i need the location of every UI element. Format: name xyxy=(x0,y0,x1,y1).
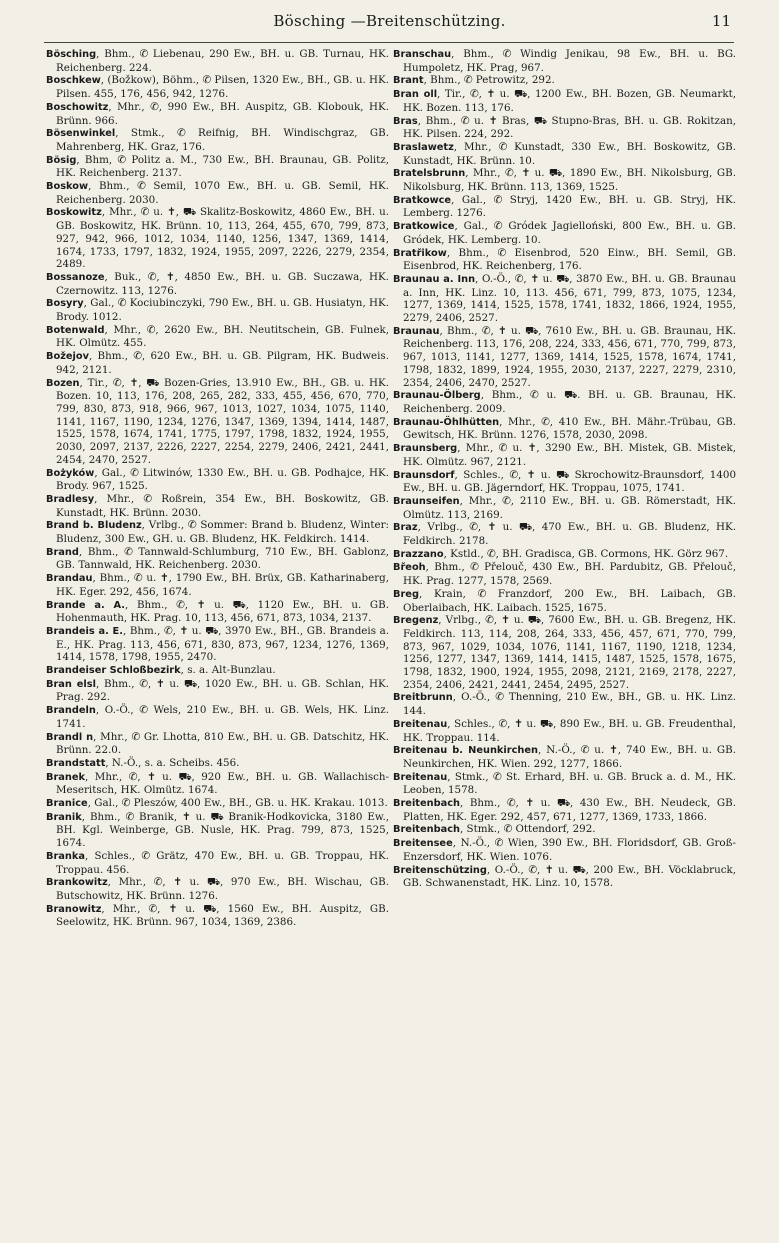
entry-text: , Bhm., ✆, ✝ u. ⛟, 430 Ew., BH. Neudeck, GB. Platten, HK. Eger. 292, 457, 671, 1277, 1369, 1733, 1866. xyxy=(403,797,736,823)
entry-text: , Tir., ✆, ✝, ⛟ Bozen-Gries, 13.910 Ew., BH., GB. u. HK. Bozen. 10, 113, 176, 208, 265, 282, 333, 455, 456, 670, 770, 799, 830, 873, 918, 966, 967, 1013, 1027, 1034, 1075, 1140, 1141, 1167, 1190, 1234, 1276, 1347, 1369, 1394, 1414, 1487, 1525, 1578, 1674, 1741, 1775, 1797, 1798, 1832, 1924, 1955, 2030, 2097, 2137, 2226, 2227, 2254, 2279, 2406, 2421, 2441, 2454, 2470, 2527. xyxy=(56,376,389,466)
entry-headword: Brazzano xyxy=(393,548,444,560)
entry-text: , O.-Ö., ✆ Wels, 210 Ew., BH. u. GB. Wels, HK. Linz. 1741. xyxy=(56,704,389,730)
gazetteer-entry xyxy=(393,614,736,691)
gazetteer-entry xyxy=(393,744,736,770)
entry-text: , Stmk., ✆ Reifnig, BH. Windischgraz, GB. Mahrenberg, HK. Graz, 176. xyxy=(56,127,389,153)
gazetteer-entry xyxy=(393,691,736,717)
gazetteer-entry xyxy=(46,180,389,206)
gazetteer-entry xyxy=(46,154,389,180)
gazetteer-entry xyxy=(393,797,736,823)
gazetteer-entry xyxy=(46,206,389,271)
entry-headword: Breitenbach xyxy=(393,824,461,836)
entry-text: , N.-Ö., s. a. Scheibs. 456. xyxy=(105,756,240,769)
gazetteer-entry xyxy=(393,837,736,863)
entry-text: , Bhm., ✆ u. ✝ Bras, ⛟ Stupno-Bras, BH. u. GB. Rokitzan, HK. Pilsen. 224, 292. xyxy=(403,114,736,141)
entry-headword: Braslawetz xyxy=(393,141,454,153)
gazetteer-entry xyxy=(46,467,389,493)
entry-headword: Bratkowce xyxy=(393,194,452,206)
entry-text: , Schles., ✆ Grätz, 470 Ew., BH. u. GB. Troppau, HK. Troppau. 456. xyxy=(56,849,389,876)
entry-text: , Mhr., ✆, 2110 Ew., BH. u. GB. Römerstadt, HK. Olmütz. 113, 2169. xyxy=(403,494,736,521)
entry-text: , Vrlbg., ✆, ✝ u. ⛟, 7600 Ew., BH. u. GB. Bregenz, HK. Feldkirch. 113, 114, 208, 264, 333, 456, 457, 671, 770, 799, 873, 967, 1029, 1034, 1076, 1141, 1167, 1190, 1218, 1234, 1256, 1277, 1347, 1369, 1414, 1415, 1487, 1525, 1578, 1675, 1798, 1832, 1900, 1924, 1955, 2098, 2121, 2169, 2178, 2227, 2354, 2406, 2421, 2441, 2454, 2495, 2527. xyxy=(403,614,736,691)
entry-headword: Bossanoze xyxy=(46,271,105,283)
entry-headword: Bożyków xyxy=(46,467,95,479)
gazetteer-entry xyxy=(46,664,389,678)
gazetteer-entry xyxy=(46,757,389,771)
gazetteer-entry xyxy=(46,48,389,74)
page-header xyxy=(0,8,779,34)
gazetteer-entry xyxy=(393,771,736,797)
gazetteer-entry xyxy=(393,469,736,495)
entry-headword: Branowitz xyxy=(46,903,102,915)
entry-text: , O.-Ö., ✆, ✝ u. ⛟, 200 Ew., BH. Vöcklabruck, GB. Schwanenstadt, HK. Linz. 10, 1578. xyxy=(403,863,736,890)
gazetteer-entry xyxy=(46,625,389,664)
entry-headword: Bratelsbrunn xyxy=(393,168,466,180)
entry-text: , Bhm., ✆, ✝ u. ⛟, 3970 Ew., BH., GB. Brandeis a. E., HK. Prag. 113, 456, 671, 830, 873, 967, 1234, 1276, 1369, 1414, 1578, 1798, 1955, 2470. xyxy=(56,624,389,664)
gazetteer-entry xyxy=(46,704,389,730)
entry-text: , Mhr., ✆, 410 Ew., BH. Mähr.-Trübau, GB. Gewitsch, HK. Brünn. 1276, 1578, 2030, 2098. xyxy=(403,415,736,442)
entry-headword: Boskow xyxy=(46,181,89,193)
entry-text: , Mhr., ✆ u. ✝, 3290 Ew., BH. Mistek, GB. Mistek, HK. Olmütz. 967, 2121. xyxy=(403,442,736,468)
entry-text: , Mhr., ✆, ✝ u. ⛟, 920 Ew., BH. u. GB. Wallachisch-Meseritsch, HK. Olmütz. 1674. xyxy=(56,770,389,797)
gazetteer-entry xyxy=(393,325,736,390)
entry-headword: Braunseifen xyxy=(393,495,460,507)
entry-headword: Braunau xyxy=(393,325,440,337)
header-rule xyxy=(44,42,734,43)
gazetteer-entry xyxy=(393,88,736,114)
gazetteer-entry xyxy=(393,115,736,141)
entry-headword: Breitensee xyxy=(393,838,453,850)
entry-text: , s. a. Alt-Bunzlau. xyxy=(180,664,276,677)
entry-text: , Bhm., ✆ Eisenbrod, 520 Einw., BH. Semil, GB. Eisenbrod, HK. Reichenberg, 176. xyxy=(403,246,736,273)
entry-headword: Brandeln xyxy=(46,705,96,717)
entry-text: , Schles., ✆, ✝ u. ⛟ Skrochowitz-Braunsdorf, 1400 Ew., BH. u. GB. Jägerndorf, HK. Troppau, 1075, 1741. xyxy=(403,468,736,495)
entry-text: , Bhm, ✆ Politz a. M., 730 Ew., BH. Braunau, GB. Politz, HK. Reichenberg. 2137. xyxy=(56,153,389,180)
entry-text: , N.-Ö., ✆ Wien, 390 Ew., BH. Floridsdorf, GB. Groß-Enzersdorf, HK. Wien. 1076. xyxy=(403,837,736,863)
gazetteer-entry xyxy=(393,194,736,220)
entry-headword: Branka xyxy=(46,850,86,862)
gazetteer-entry xyxy=(393,864,736,890)
gazetteer-entry xyxy=(393,220,736,246)
entry-text: , Bhm., ✆ Tannwald-Schlumburg, 710 Ew., BH. Gablonz, GB. Tannwald, HK. Reichenberg. 2030. xyxy=(56,545,389,572)
entry-headword: Bozen xyxy=(46,377,80,389)
gazetteer-entry xyxy=(393,48,736,74)
entry-headword: Bösig xyxy=(46,154,77,166)
entry-headword: Brant xyxy=(393,75,424,87)
entry-text: , Gal., ✆ Kociubinczyki, 790 Ew., BH. u. GB. Husiatyn, HK. Brody. 1012. xyxy=(56,297,389,324)
gazetteer-entry xyxy=(393,74,736,88)
entry-headword: Brandstatt xyxy=(46,757,106,769)
entry-text: , Bhm., ✆ u. ⛟. BH. u. GB. Braunau, HK. Reichenberg. 2009. xyxy=(403,389,736,415)
entry-headword: Botenwald xyxy=(46,324,105,336)
entry-text: , Bhm., ✆ Liebenau, 290 Ew., BH. u. GB. Turnau, HK. Reichenberg. 224. xyxy=(56,48,389,74)
entry-headword: Brandl n xyxy=(46,731,94,743)
entry-headword: Bosyry xyxy=(46,298,84,310)
entry-headword: Braunsberg xyxy=(393,443,458,455)
entry-headword: Bran elsl xyxy=(46,678,96,690)
entry-headword: Brankowitz xyxy=(46,877,108,889)
entry-headword: Breitbrunn xyxy=(393,692,453,704)
entry-text: , Bhm., ✆, ✝ u. ⛟, 1120 Ew., BH. u. GB. Hohenmauth, HK. Prag. 10, 113, 456, 671, 873, 1034, 2137. xyxy=(56,598,389,625)
gazetteer-entry xyxy=(46,546,389,572)
page-number: 11 xyxy=(711,12,731,30)
gazetteer-entry xyxy=(393,141,736,167)
entry-headword: Boschowitz xyxy=(46,101,109,113)
gazetteer-entry xyxy=(46,127,389,153)
entry-text: , Gal., ✆ Litwinów, 1330 Ew., BH. u. GB. Podhajce, HK. Brody. 967, 1525. xyxy=(56,466,389,493)
entry-text: , N.-Ö., ✆ u. ✝, 740 Ew., BH. u. GB. Neunkirchen, HK. Wien. 292, 1277, 1866. xyxy=(403,744,736,770)
gazetteer-entry xyxy=(46,74,389,100)
entry-headword: Brandeis a. E. xyxy=(46,625,123,637)
gazetteer-entry xyxy=(46,101,389,127)
gazetteer-entry xyxy=(393,416,736,442)
gazetteer-entry xyxy=(46,519,389,545)
entry-text: , Bhm., ✆ Petrowitz, 292. xyxy=(423,74,555,87)
gazetteer-entry xyxy=(393,561,736,587)
entry-headword: Bösenwinkel xyxy=(46,128,116,140)
gazetteer-entry xyxy=(393,548,736,562)
entry-text: , Gal., ✆ Gródek Jagielloński, 800 Ew., BH. u. GB. Gródek, HK. Lemberg. 10. xyxy=(403,220,736,246)
entry-headword: Bratřikow xyxy=(393,247,447,259)
entry-text: , Schles., ✆, ✝ u. ⛟, 890 Ew., BH. u. GB. Freudenthal, HK. Troppau. 114. xyxy=(403,717,736,744)
entry-text: , Kstld., ✆, BH. Gradisca, GB. Cormons, HK. Görz 967. xyxy=(443,547,729,560)
entry-text: , Mhr., ✆, ✝ u. ⛟, 970 Ew., BH. Wischau, GB. Butschowitz, HK. Brünn. 1276. xyxy=(56,876,389,902)
entry-text: , Mhr., ✆, 2620 Ew., BH. Neutitschein, GB. Fulnek, HK. Olmütz. 455. xyxy=(56,323,389,350)
entry-text: , O.-Ö., ✆ Thenning, 210 Ew., BH., GB. u. HK. Linz. 144. xyxy=(403,691,736,718)
gazetteer-entry xyxy=(393,495,736,521)
entry-headword: Brand xyxy=(46,546,79,558)
gazetteer-entry xyxy=(46,678,389,704)
entry-headword: Braunsdorf xyxy=(393,469,455,481)
entry-headword: Breitenschützing xyxy=(393,864,487,876)
entry-headword: Breitenau xyxy=(393,771,448,783)
entry-headword: Brande a. A. xyxy=(46,599,126,611)
gazetteer-entry xyxy=(46,271,389,297)
gazetteer-entry xyxy=(46,876,389,902)
entry-text: , Gal., ✆ Stryj, 1420 Ew., BH. u. GB. Stryj, HK. Lemberg. 1276. xyxy=(403,193,736,220)
entry-text: , Bhm., ✆ Semil, 1070 Ew., BH. u. GB. Semil, HK. Reichenberg. 2030. xyxy=(56,180,389,206)
entry-headword: Breitenau xyxy=(393,718,448,730)
gazetteer-entry xyxy=(46,811,389,850)
entry-text: , Mhr., ✆ Roßrein, 354 Ew., BH. Boskowitz, GB. Kunstadt, HK. Brünn. 2030. xyxy=(56,492,389,519)
entry-text: , Bhm., ✆ Windig Jenikau, 98 Ew., BH. u. BG. Humpoletz, HK. Prag, 967. xyxy=(403,48,736,74)
gazetteer-entry xyxy=(393,273,736,325)
gazetteer-entry xyxy=(46,903,389,929)
entry-headword: Boskowitz xyxy=(46,207,102,219)
entry-headword: Bran oll xyxy=(393,89,438,101)
entry-text: , Mhr., ✆ u. ✝, ⛟ Skalitz-Boskowitz, 4860 Ew., BH. u. GB. Boskowitz, HK. Brünn. 10, 113, 264, 455, 670, 799, 873, 927, 942, 966, 1012, 1034, 1140, 1256, 1347, 1369, 1414, 1674, 1733, 1797, 1832, 1924, 1955, 2097, 2226, 2279, 2354, 2489. xyxy=(56,206,389,271)
entry-text: , Mhr., ✆ Kunstadt, 330 Ew., BH. Boskowitz, GB. Kunstadt, HK. Brünn. 10. xyxy=(403,140,736,167)
entry-text: , Mhr., ✆, ✝ u. ⛟, 1560 Ew., BH. Auspitz, GB. Seelowitz, HK. Brünn. 967, 1034, 1369, 2386. xyxy=(56,902,389,929)
entry-headword: Branschau xyxy=(393,49,452,60)
entry-headword: Brand b. Bludenz xyxy=(46,520,142,532)
entry-headword: Breitenbach xyxy=(393,798,461,810)
entry-headword: Branek xyxy=(46,771,86,783)
entry-headword: Bras xyxy=(393,115,418,127)
entry-text: , Stmk., ✆ Ottendorf, 292. xyxy=(460,823,596,836)
entry-headword: Brandau xyxy=(46,573,93,585)
entry-text: , Mhr., ✆, ✝ u. ⛟, 1890 Ew., BH. Nikolsburg, GB. Nikolsburg, HK. Brünn. 113, 1369, 1525. xyxy=(403,167,736,194)
left-column xyxy=(46,48,389,929)
entry-headword: Braunau-Öhlhütten xyxy=(393,416,500,428)
entry-text: , Bhm., ✆ u. ✝, 1790 Ew., BH. Brüx, GB. Katharinaberg, HK. Eger. 292, 456, 1674. xyxy=(56,572,389,598)
entry-text: , Mhr., ✆ Gr. Lhotta, 810 Ew., BH. u. GB. Datschitz, HK. Brünn. 22.0. xyxy=(56,730,390,757)
entry-text: , Gal., ✆ Pleszów, 400 Ew., BH., GB. u. HK. Krakau. 1013. xyxy=(87,797,388,810)
gazetteer-entry xyxy=(46,731,389,757)
gazetteer-entry xyxy=(393,247,736,273)
entry-text: , Vrlbg., ✆ Sommer: Brand b. Bludenz, Winter: Bludenz, 300 Ew., GH. u. GB. Bludenz, HK. Feldkirch. 1414. xyxy=(56,519,389,546)
entry-headword: Bösching xyxy=(46,49,97,60)
entry-text: , Buk., ✆, ✝, 4850 Ew., BH. u. GB. Suczawa, HK. Czernowitz. 113, 1276. xyxy=(56,270,389,297)
entry-headword: Breitenau b. Neunkirchen xyxy=(393,745,539,757)
entry-text: , Stmk., ✆ St. Erhard, BH. u. GB. Bruck a. d. M., HK. Leoben, 1578. xyxy=(403,770,736,797)
gazetteer-entry xyxy=(393,718,736,744)
gazetteer-entry xyxy=(46,599,389,625)
gazetteer-entry xyxy=(46,324,389,350)
gazetteer-entry xyxy=(46,377,389,467)
running-head: Bösching —Breitenschützing. xyxy=(273,12,506,30)
entry-headword: Branice xyxy=(46,798,88,810)
entry-text: , Krain, ✆ Franzdorf, 200 Ew., BH. Laibach, GB. Oberlaibach, HK. Laibach. 1525, 1675. xyxy=(403,587,736,614)
gazetteer-entry xyxy=(393,167,736,193)
entry-headword: Breg xyxy=(393,588,419,600)
entry-headword: Brandeiser Schloßbezirk xyxy=(46,665,181,677)
entry-headword: Břeoh xyxy=(393,562,426,574)
gazetteer-entry xyxy=(46,771,389,797)
entry-text: , O.-Ö., ✆, ✝ u. ⛟, 3870 Ew., BH. u. GB. Braunau a. Inn, HK. Linz. 10, 113. 456, 671, 799, 873, 1075, 1234, 1277, 1369, 1414, 1525, 1578, 1741, 1832, 1866, 1924, 1955, 2279, 2406, 2527. xyxy=(403,272,736,325)
gazetteer-entry xyxy=(46,297,389,323)
entry-text: , Vrlbg., ✆, ✝ u. ⛟, 470 Ew., BH. u. GB. Bludenz, HK. Feldkirch. 2178. xyxy=(403,521,736,548)
gazetteer-entry xyxy=(393,588,736,614)
gazetteer-entry xyxy=(46,493,389,519)
entry-text: , Bhm., ✆ Přelouč, 430 Ew., BH. Pardubitz, GB. Přelouč, HK. Prag. 1277, 1578, 2569. xyxy=(403,561,736,588)
entry-text: , Bhm., ✆, ✝ u. ⛟, 1020 Ew., BH. u. GB. Schlan, HK. Prag. 292. xyxy=(56,677,389,704)
entry-headword: Bregenz xyxy=(393,615,439,627)
entry-text: , Mhr., ✆, 990 Ew., BH. Auspitz, GB. Klobouk, HK. Brünn. 966. xyxy=(56,100,389,127)
gazetteer-entry xyxy=(393,442,736,468)
entry-text: , Tir., ✆, ✝ u. ⛟, 1200 Ew., BH. Bozen, GB. Neumarkt, HK. Bozen. 113, 176. xyxy=(403,88,736,114)
entry-text: , Bhm., ✆ Branik, ✝ u. ⛟ Branik-Hodkovicka, 3180 Ew., BH. Kgl. Weinberge, GB. Nusle, HK. Prag. 799, 873, 1525, 1674. xyxy=(56,810,389,850)
entry-headword: Boschkew xyxy=(46,75,101,87)
gazetteer-entry xyxy=(46,572,389,598)
gazetteer-entry xyxy=(46,350,389,376)
gazetteer-entry xyxy=(393,823,736,837)
entry-headword: Braunau-Ölberg xyxy=(393,390,481,402)
gazetteer-entry xyxy=(393,521,736,547)
entry-headword: Braunau a. Inn xyxy=(393,273,476,285)
entry-text: , Bhm., ✆, 620 Ew., BH. u. GB. Pilgram, HK. Budweis. 942, 2121. xyxy=(56,350,389,376)
entry-headword: Božejov xyxy=(46,351,90,363)
entry-text: , (Božkow), Böhm., ✆ Pilsen, 1320 Ew., BH., GB. u. HK. Pilsen. 455, 176, 456, 942, 1276. xyxy=(56,74,389,101)
entry-headword: Branik xyxy=(46,811,82,823)
entry-headword: Bratkowice xyxy=(393,221,455,233)
right-column xyxy=(393,48,736,890)
entry-headword: Braz xyxy=(393,522,418,534)
gazetteer-entry xyxy=(393,389,736,415)
gazetteer-entry xyxy=(46,850,389,876)
entry-text: , Bhm., ✆, ✝ u. ⛟, 7610 Ew., BH. u. GB. Braunau, HK. Reichenberg. 113, 176, 208, 224, 333, 456, 671, 770, 799, 873, 967, 1013, 1141, 1277, 1369, 1414, 1525, 1578, 1674, 1741, 1798, 1832, 1899, 1924, 1955, 2030, 2137, 2227, 2279, 2310, 2354, 2406, 2470, 2527. xyxy=(403,324,736,389)
gazetteer-entry xyxy=(46,797,389,811)
entry-headword: Bradlesy xyxy=(46,493,95,505)
